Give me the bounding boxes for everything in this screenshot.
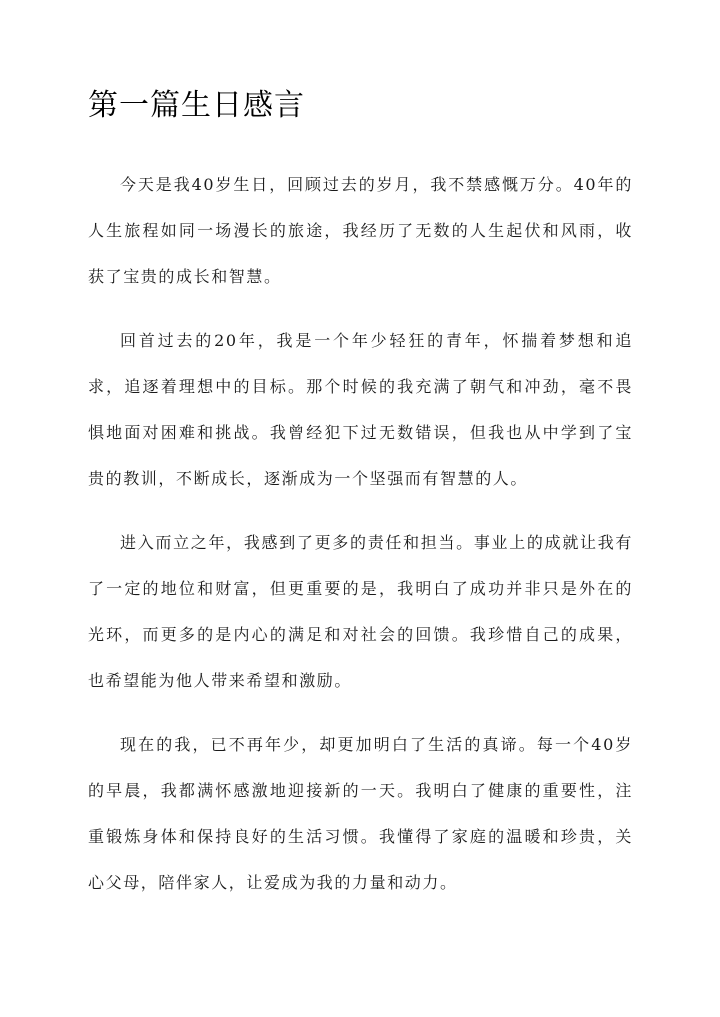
paragraph-1: 今天是我40岁生日，回顾过去的岁月，我不禁感慨万分。40年的人生旅程如同一场漫长的旅途，我经历了无数的人生起伏和风雨，收获了宝贵的成长和智慧。	[88, 175, 633, 286]
paragraph-4: 现在的我，已不再年少，却更加明白了生活的真谛。每一个40岁的早晨，我都满怀感激地迎接新的一天。我明白了健康的重要性，注重锻炼身体和保持良好的生活习惯。我懂得了家庭的温暖和珍贵，关心父母，陪伴家人，让爱成为我的力量和动力。	[88, 735, 633, 892]
page-title: 第一篇生日感言	[88, 88, 305, 123]
document-body	[88, 162, 633, 924]
paragraph-3: 进入而立之年，我感到了更多的责任和担当。事业上的成就让我有了一定的地位和财富，但更重要的是，我明白了成功并非只是外在的光环，而更多的是内心的满足和对社会的回馈。我珍惜自己的成果，也希望能为他人带来希望和激励。	[88, 533, 633, 690]
paragraph-2: 回首过去的20年，我是一个年少轻狂的青年，怀揣着梦想和追求，追逐着理想中的目标。那个时候的我充满了朝气和冲劲，毫不畏惧地面对困难和挑战。我曾经犯下过无数错误，但我也从中学到了宝贵的教训，不断成长，逐渐成为一个坚强而有智慧的人。	[88, 331, 633, 488]
